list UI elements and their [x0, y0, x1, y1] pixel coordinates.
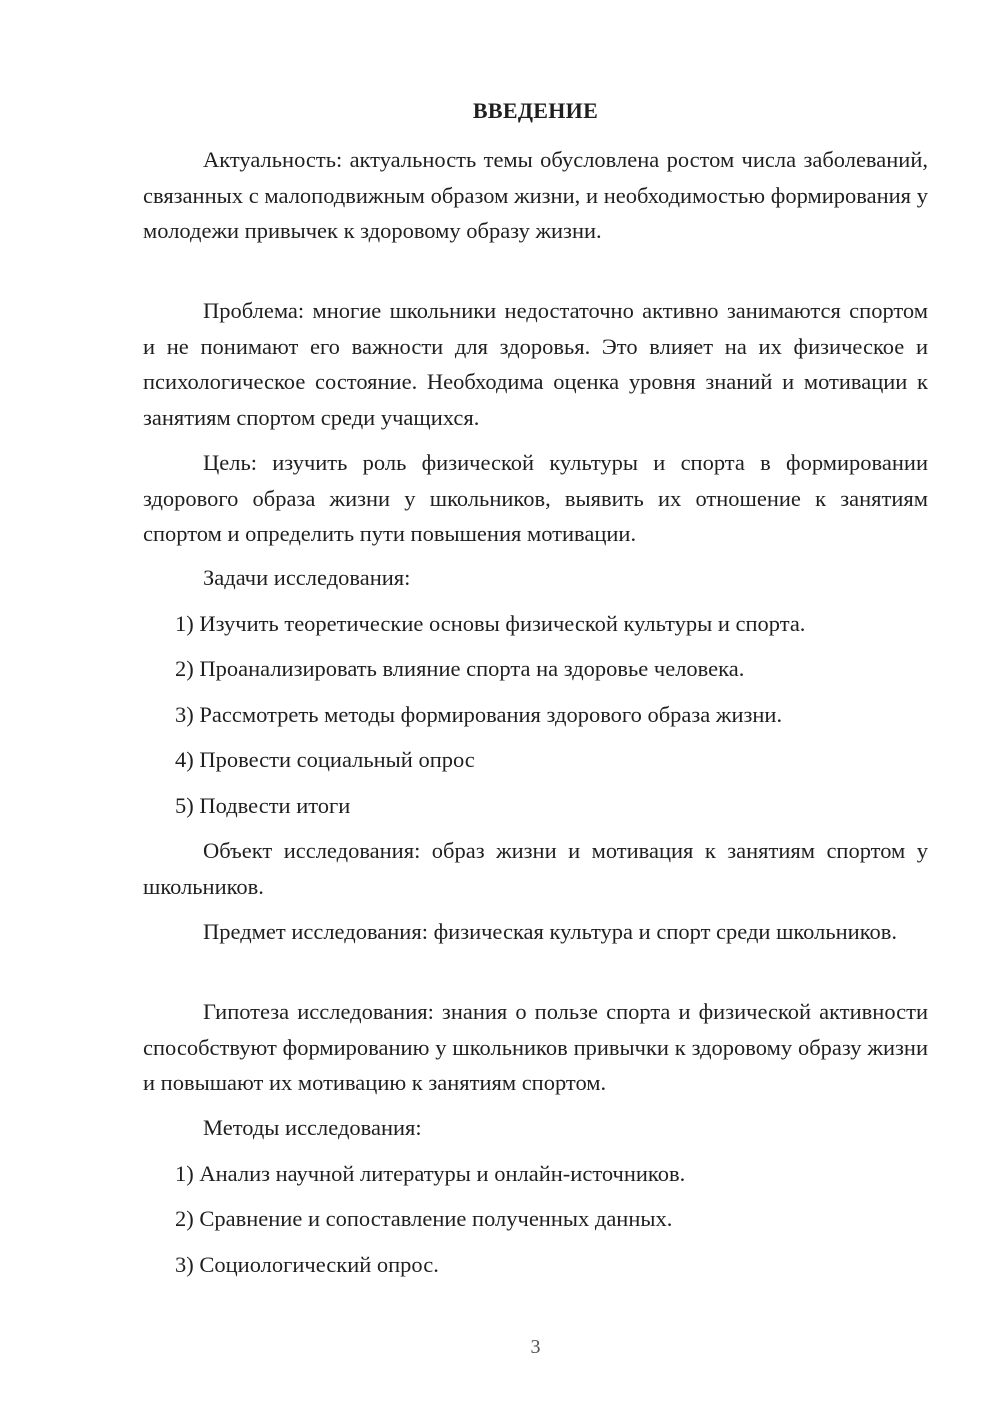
- task-item: 1) Изучить теоретические основы физической культуры и спорта.: [175, 611, 806, 636]
- relevance-paragraph: Актуальность: актуальность темы обусловлена ростом числа заболеваний, связанных с малоподвижным образом жизни, и необходимостью формирования у молодежи привычек к здоровому образу жизни.: [143, 147, 928, 243]
- object-paragraph: Объект исследования: образ жизни и мотивация к занятиям спортом у школьников.: [143, 838, 928, 899]
- subject-paragraph: Предмет исследования: физическая культура и спорт среди школьников.: [203, 919, 897, 944]
- method-item: 1) Анализ научной литературы и онлайн-источников.: [175, 1161, 686, 1186]
- section-title: ВВЕДЕНИЕ: [472, 98, 599, 123]
- document-page: [143, 0, 928, 1414]
- hypothesis-paragraph: Гипотеза исследования: знания о пользе спорта и физической активности способствуют формированию у школьников привычки к здоровому образу жизни и повышают их мотивацию к занятиям спортом.: [143, 999, 928, 1095]
- page-number: 3: [530, 1336, 541, 1358]
- method-item: 3) Социологический опрос.: [175, 1252, 439, 1277]
- goal-paragraph: Цель: изучить роль физической культуры и спорта в формировании здорового образа жизни у школьников, выявить их отношение к занятиям спортом и определить пути повышения мотивации.: [143, 450, 928, 546]
- method-item: 2) Сравнение и сопоставление полученных данных.: [175, 1206, 673, 1231]
- tasks-heading: Задачи исследования:: [203, 565, 411, 590]
- task-item: 4) Провести социальный опрос: [175, 747, 475, 772]
- task-item: 5) Подвести итоги: [175, 793, 351, 818]
- task-item: 2) Проанализировать влияние спорта на здоровье человека.: [175, 656, 745, 681]
- task-item: 3) Рассмотреть методы формирования здорового образа жизни.: [175, 702, 783, 727]
- problem-paragraph: Проблема: многие школьники недостаточно активно занимаются спортом и не понимают его важности для здоровья. Это влияет на их физическое и психологическое состояние. Необходима оценка уровня знаний и мотивации к занятиям спортом среди учащихся.: [143, 298, 928, 430]
- methods-heading: Методы исследования:: [203, 1115, 422, 1140]
